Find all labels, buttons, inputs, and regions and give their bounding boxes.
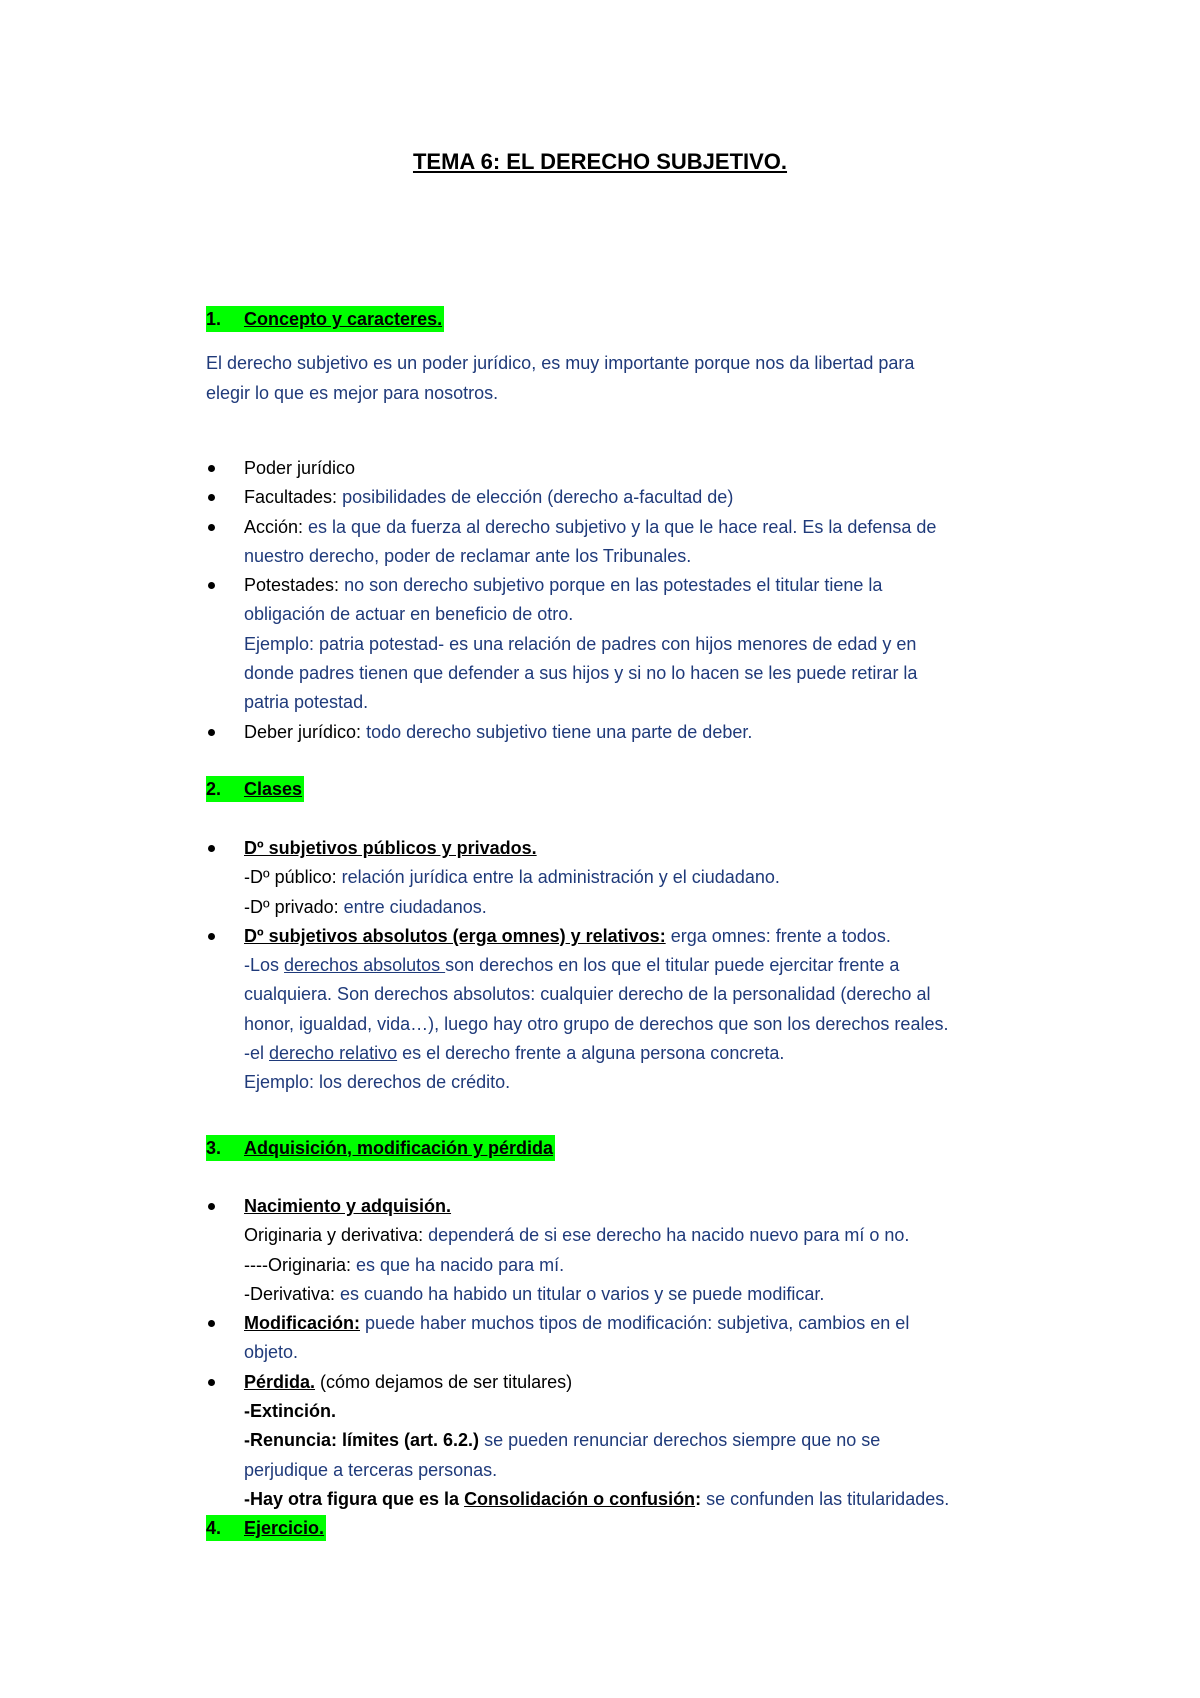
bullet-icon — [208, 524, 215, 531]
sub-text: se confunden las titularidades. — [701, 1488, 950, 1509]
section-1-intro — [206, 349, 1036, 408]
bullet-icon — [208, 494, 215, 501]
section-3-heading — [206, 1135, 555, 1161]
list-item — [206, 718, 1036, 747]
list-item — [206, 1309, 1036, 1368]
list-item — [206, 571, 1036, 717]
sub-text: -el — [244, 1043, 270, 1064]
intro-line: El derecho subjetivo es un poder jurídico, es muy importante porque nos da libertad para — [206, 353, 915, 373]
list-item-label: Facultades: — [244, 487, 338, 508]
sub-label: -Hay otra figura que es la — [244, 1488, 465, 1509]
section-1-title: Concepto y caracteres. — [244, 309, 443, 329]
list-item-text: objeto. — [244, 1342, 299, 1363]
section-2-number: 2. — [206, 779, 222, 799]
list-item-text: no son derecho subjetivo porque en las potestades el titular tiene la — [339, 575, 883, 596]
intro-line: elegir lo que es mejor para nosotros. — [206, 382, 499, 403]
section-2-title: Clases — [244, 779, 303, 799]
list-item-label: Deber jurídico: — [244, 721, 362, 742]
section-1-highlight — [206, 306, 444, 332]
list-item-label: Dº subjetivos absolutos (erga omnes) y relativos: — [244, 925, 666, 946]
sub-label: -Extinción. — [244, 1401, 337, 1422]
bullet-icon — [208, 582, 215, 589]
list-item-text: puede haber muchos tipos de modificación: subjetiva, cambios en el — [360, 1313, 910, 1334]
list-item-label: Nacimiento y adquisión. — [244, 1196, 452, 1216]
list-item — [206, 454, 1036, 483]
sub-text: -Los — [244, 955, 285, 976]
section-4-highlight — [206, 1515, 326, 1541]
sub-label: : — [695, 1488, 702, 1509]
list-item-text: todo derecho subjetivo tiene una parte de deber. — [361, 721, 753, 742]
list-item-label: Acción: — [244, 516, 304, 537]
example-text: Ejemplo: los derechos de crédito. — [244, 1072, 511, 1093]
list-item — [206, 1192, 1036, 1309]
sub-label: -Renuncia: límites (art. 6.2.) — [244, 1430, 480, 1451]
section-3-list — [206, 1192, 1036, 1514]
example-text: donde padres tienen que defender a sus hijos y si no lo hacen se les puede retirar la — [244, 663, 918, 684]
section-4-heading — [206, 1515, 326, 1541]
bullet-icon — [208, 729, 215, 736]
sub-text: dependerá de si ese derecho ha nacido nuevo para mí o no. — [423, 1225, 910, 1246]
list-item — [206, 483, 1036, 512]
list-item-text: (cómo dejamos de ser titulares) — [315, 1371, 573, 1392]
document-title: TEMA 6: EL DERECHO SUBJETIVO. — [412, 149, 788, 174]
underlined-term: derechos absolutos — [284, 955, 446, 976]
sub-text: relación jurídica entre la administración y el ciudadano. — [336, 867, 780, 888]
section-2-highlight — [206, 776, 304, 802]
list-item-label: Pérdida. — [244, 1371, 316, 1392]
list-item-text: posibilidades de elección (derecho a-facultad de) — [337, 487, 734, 508]
sub-label: ----Originaria: — [244, 1254, 352, 1275]
section-3-title: Adquisición, modificación y pérdida — [244, 1138, 554, 1158]
sub-text: perjudique a terceras personas. — [244, 1459, 498, 1480]
sub-text: es que ha nacido para mí. — [351, 1254, 565, 1275]
sub-text: cualquiera. Son derechos absolutos: cualquier derecho de la personalidad (derecho al — [244, 984, 931, 1005]
list-item — [206, 513, 1036, 572]
underlined-term: Consolidación o confusión — [464, 1488, 696, 1509]
section-2-list — [206, 834, 1036, 1098]
bullet-icon — [208, 933, 215, 940]
list-item-label: Dº subjetivos públicos y privados. — [244, 838, 537, 858]
bullet-icon — [208, 465, 215, 472]
sub-text: es el derecho frente a alguna persona concreta. — [397, 1043, 785, 1064]
sub-text: entre ciudadanos. — [338, 896, 487, 917]
list-item — [206, 1368, 1036, 1514]
underlined-term: derecho relativo — [269, 1043, 398, 1064]
section-1-heading — [206, 306, 444, 332]
section-1-list — [206, 454, 1036, 747]
list-item-label: Potestades: — [244, 575, 340, 596]
section-1-number: 1. — [206, 309, 222, 329]
list-item — [206, 922, 1036, 1098]
sub-text: honor, igualdad, vida…), luego hay otro grupo de derechos que son los derechos reales. — [244, 1013, 949, 1034]
example-text: Ejemplo: patria potestad- es una relación de padres con hijos menores de edad y en — [244, 633, 917, 654]
list-item-text: es la que da fuerza al derecho subjetivo y la que le hace real. Es la defensa de — [303, 516, 937, 537]
sub-label: -Derivativa: — [244, 1283, 336, 1304]
bullet-icon — [208, 1320, 215, 1327]
list-item-text: Poder jurídico — [244, 458, 356, 478]
sub-label: Originaria y derivativa: — [244, 1225, 424, 1246]
sub-text: son derechos en los que el titular puede ejercitar frente a — [445, 955, 900, 976]
section-3-highlight — [206, 1135, 555, 1161]
sub-text: se pueden renunciar derechos siempre que no se — [479, 1430, 881, 1451]
list-item-label: Modificación: — [244, 1313, 360, 1334]
section-2-heading — [206, 776, 304, 802]
sub-text: es cuando ha habido un titular o varios y se puede modificar. — [335, 1283, 825, 1304]
section-4-number: 4. — [206, 1518, 222, 1538]
bullet-icon — [208, 845, 215, 852]
list-item-text: nuestro derecho, poder de reclamar ante los Tribunales. — [244, 545, 692, 566]
sub-label: -Dº público: — [244, 867, 337, 888]
list-item — [206, 834, 1036, 922]
section-3-number: 3. — [206, 1138, 222, 1158]
sub-label: -Dº privado: — [244, 896, 339, 917]
example-text: patria potestad. — [244, 692, 369, 713]
bullet-icon — [208, 1203, 215, 1210]
list-item-text: erga omnes: frente a todos. — [665, 925, 891, 946]
section-4-title: Ejercicio. — [244, 1518, 325, 1538]
list-item-text: obligación de actuar en beneficio de otro. — [244, 604, 574, 625]
bullet-icon — [208, 1379, 215, 1386]
